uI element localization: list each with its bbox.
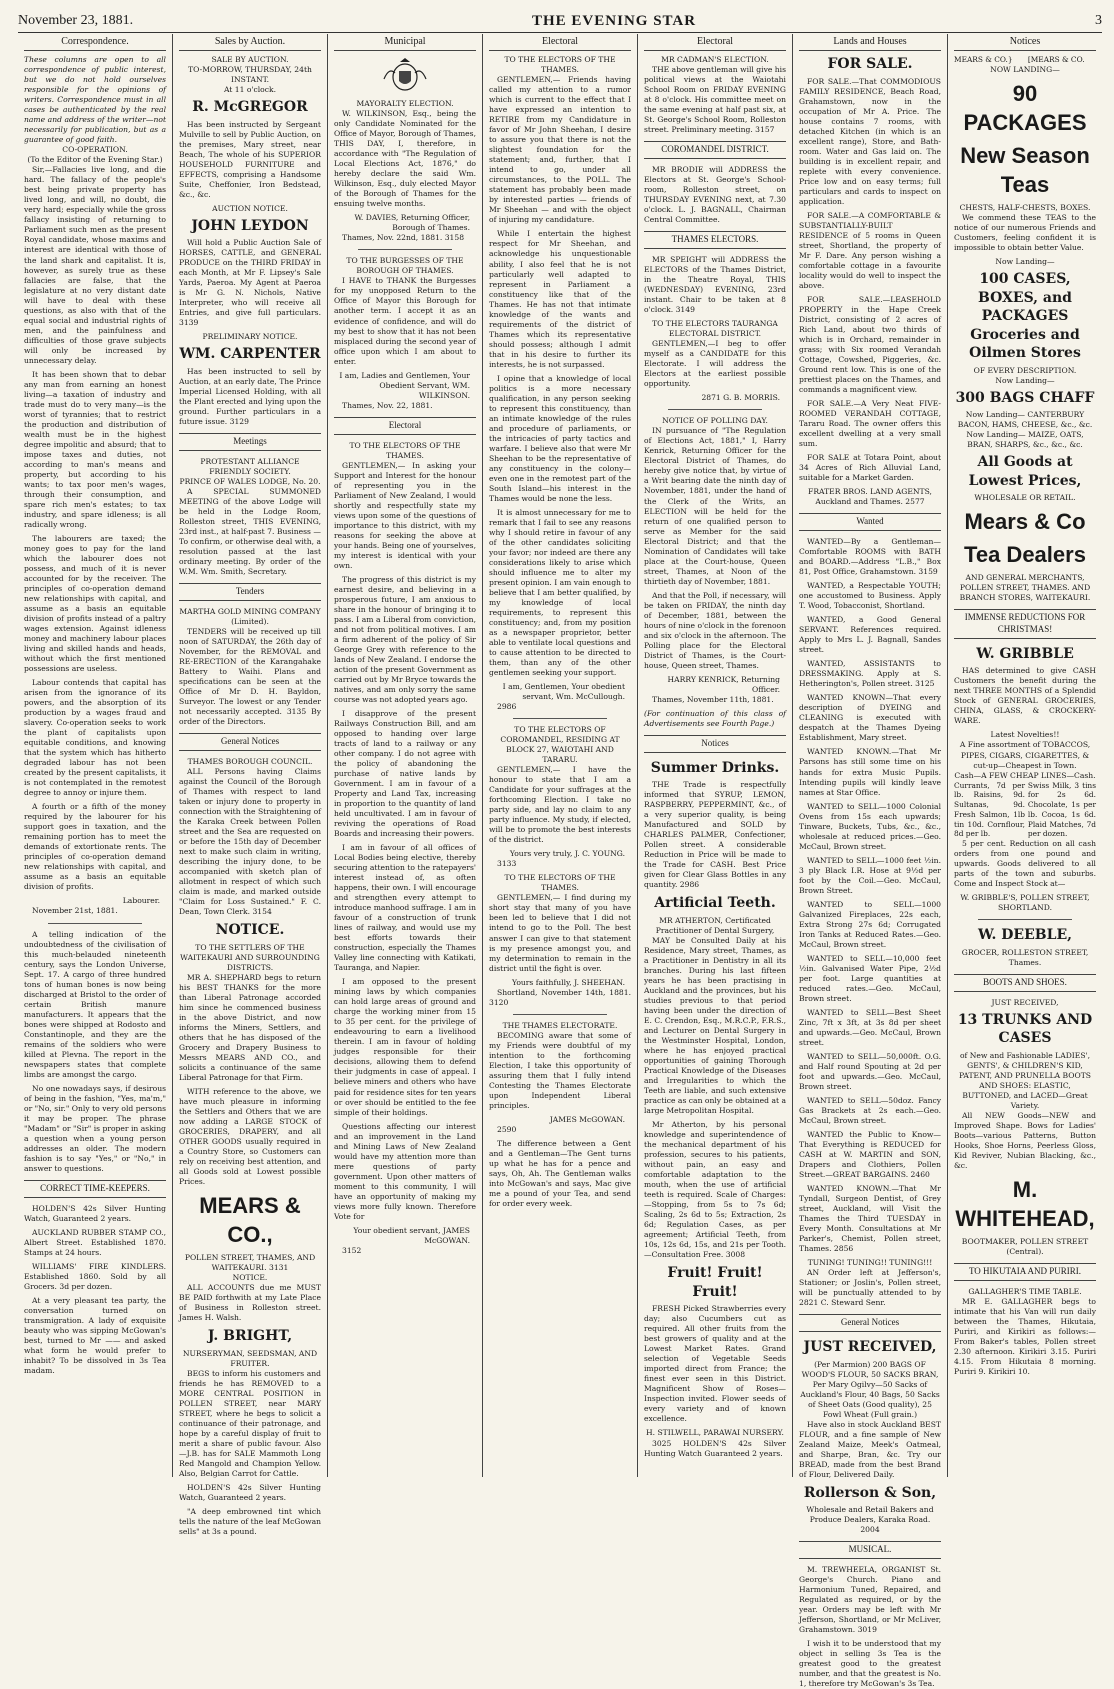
article-paragraph: GENTLEMEN,— I have the honour to state that I am a Candidate for your suffrages at the forthcoming Election. I take no party side, and lay no claim to any party influence. My study, if elected, will be to promote the best interests of the district. — [489, 765, 631, 845]
article-paragraph: 3133 — [497, 859, 517, 869]
notice-heading: THE THAMES ELECTORATE. — [502, 1020, 618, 1030]
article-paragraph: WANTED to SELL—50,000ft. O.G. and Half round Spouting at 2d per foot and upwards.—Geo. McCaul, Brown street. — [799, 1051, 941, 1091]
display-headline: M. WHITEHEAD, — [955, 1176, 1095, 1231]
notice-heading: SALE BY AUCTION. — [211, 55, 289, 65]
divider — [513, 1014, 607, 1015]
column-heading: Correspondence. — [24, 34, 166, 51]
article-paragraph: BECOMING aware that some of my Friends were doubtful of my intention to the forthcoming Election, I take this opportunity of assuring them that I fully intend Contesting the Thames Electorate upon Independent Liberal principles. — [489, 1030, 631, 1110]
article-paragraph: The labourers are taxed; the money goes to pay for the land which the labourer does not possess, and much of it is never accounted for by the receiver. The principles of co-operation demand new relationships with capital, and assume as a basis an equitable division of profits instead of a paltry wages extension. Against idleness money and machinery labour places living and skilled hands and heads, without which the first mentioned possessions are useless. — [24, 533, 166, 674]
article-paragraph: HOLDEN'S 42s Silver Hunting Watch, Guaranteed 2 years. — [24, 1203, 166, 1223]
article-paragraph: WANTED KNOWN—That every description of DYEING and CLEANING is executed with despatch at the Thames Dyeing Establishment, Mary street. — [799, 693, 941, 743]
display-headline: MEARS & CO., — [199, 1193, 301, 1248]
article-paragraph: WANTED—By a Gentleman—Comfortable ROOMS with BATH and BOARD.—Address "L.B.," Box 81, Post Office, Grahamstown. 3159 — [799, 537, 941, 577]
article-paragraph: GENTLEMEN,— Friends having called my attention to a rumor which is current to the effect that I have expressed an intention to RETIRE from my Candidature in favor of Mr John Sheehan, I desire to assure you that there is not the slightest foundation for the statement; and, further, that I intend to go, under all circumstances, to the POLL. The statement has probably been made by interested parties — friends of Mr Sheehan — and with the object of injuring my candidature. — [489, 75, 631, 225]
article-paragraph: Thames, Nov. 22nd, 1881. 3158 — [342, 233, 465, 243]
article-paragraph: 3025 HOLDEN'S 42s Silver Hunting Watch Guaranteed 2 years. — [644, 1438, 786, 1458]
signature-line: Yours very truly, J. C. YOUNG. — [509, 849, 625, 859]
notice-heading: W. GRIBBLE'S, POLLEN STREET, SHORTLAND. — [960, 893, 1090, 913]
article-paragraph: The progress of this district is my earnest desire, and believing in a prosperous future, I am anxious to share in the honour of bringing it to pass. I am a Liberal from conviction, and not from political motives. I am a firm adherent of the policy of Sir George Grey with reference to the lands of New Zealand. I endorse the action of the present Government as carried out by Mr Bryce towards the natives, and am only sorry the same course was not adopted years ago. — [334, 574, 476, 704]
notice-heading: NOW LANDING— — [990, 64, 1060, 74]
article-paragraph: Thames, November 11th, 1881. — [652, 694, 774, 704]
notice-heading: MARTHA GOLD MINING COMPANY (Limited). — [179, 606, 321, 626]
article-paragraph: W. WILKINSON, Esq., being the only Candidate Nominated for the Office of Mayor, Borough of Thames, THIS DAY, I, therefore, in accordance with "The Regulation of Local Elections Act, 1876," do hereby declare the said Wm. Wilkinson, Esq., duly elected Mayor of the Borough of Thames for the ensuing twelve months. — [334, 109, 476, 209]
article-paragraph: WANTED the Public to Know—That Everything is REDUCED for CASH at W. MARTIN and SON, Drapers and Clothiers, Pollen Street.—GREAT BARGAINS. 2460 — [799, 1130, 941, 1180]
article-paragraph: Have also in stock Auckland BEST FLOUR, and a fine sample of New Zealand Maize, Meek's Oatmeal, and Sharpe, Bran, &c. Try our BREAD, made from the best Brand of Flour, Delivered Daily. — [799, 1419, 941, 1479]
notice-heading: TO THE ELECTORS OF COROMANDEL, RESIDING AT BLOCK 27, WAIOTAHI AND TARARU. — [500, 725, 620, 765]
article-paragraph: Labour contends that capital has arisen from the ignorance of its powers, and the absorption of its production by a wages fraud and slavery. Co-operation seeks to work the plant of capitalists upon equitable conditions, and knowing that the system which has hitherto degraded labour has not been created by the present capitalists, it is not contemplated in the remotest degree to annoy or injure them. — [24, 678, 166, 798]
notice-heading: OF EVERY DESCRIPTION. — [973, 365, 1077, 375]
article-paragraph: GENTLEMEN,— In asking your Support and Interest for the honour of representing you in the Parliament of New Zealand, I would shortly and respectfully state my views upon some of the questions of importance to this district, with my reasons for seeking the above at your hands. Being one of yourselves, my interest is identical with your own. — [334, 460, 476, 570]
table-cell-right: Swiss Milk, 3 tins for 2s 6d. Chocolate, 1s per lb. Cocoa, 1s 6d. Plaid Matches, 7d per dozen. — [1027, 780, 1096, 839]
notice-heading: TO-MORROW, THURSDAY, 24th INSTANT. — [188, 65, 312, 85]
signature-line: 2871 G. B. MORRIS. — [701, 393, 780, 403]
article-paragraph: WANTED to SELL—50doz. Fancy Gas Brackets at 2s each.—Geo. McCaul, Brown street. — [799, 1095, 941, 1125]
article-paragraph: All NEW Goods—NEW and Improved Shape. Bows for Ladies' Boots—various Patterns, Button Hooks, Shoe Horns, Peerless Gloss, Kid Reviver, Nubian Blacking, &c., &c. — [954, 1110, 1096, 1170]
article-paragraph: We commend these TEAS to the notice of our numerous Friends and Customers, feeling confident it is impossible to obtain better Value. — [954, 213, 1096, 253]
divider — [513, 718, 607, 719]
advert-title: W. GRIBBLE — [976, 645, 1074, 662]
article-paragraph: ALL Persons having Claims against the Council of the Borough of Thames with respect to land taken or injury done to property in connection with the Straightening of the Karaka Creek between Pollen street and the Sea are requested on or before the 15th day of December next to make such claim in writing, describing the injury done, to be accompanied with sketch plan of allotment in respect of which such claim is made, and marked outside "Claim for Loss Sustained." F. C. Dean, Town Clerk. 3154 — [179, 767, 321, 917]
notice-heading: H. STILWELL, PARAWAI NURSERY. — [646, 1428, 784, 1438]
article-paragraph: 2590 — [497, 1124, 517, 1134]
article-paragraph: 2986 — [497, 702, 517, 712]
signature-line: W. DAVIES, Returning Officer, Borough of Thames. — [354, 213, 470, 233]
display-headline: Tea Dealers — [964, 542, 1086, 568]
article-paragraph: TENDERS will be received up till noon of SATURDAY, the 26th day of November, for the REMOVAL and RE-ERECTION of the Karangahake Battery to Waihi. Plans and specifications can be seen at the Office of Mr D. H. Bayldon, Surveyor. The lowest or any Tender not necessarily accepted. 3135 By order of the Directors. — [179, 627, 321, 727]
column-heading: Municipal — [334, 34, 476, 51]
section-heading: BOOTS AND SHOES. — [954, 974, 1096, 992]
notice-heading: AND GENERAL MERCHANTS, POLLEN STREET, THAMES. AND BRANCH STORES, WAITEKAURI. — [959, 573, 1091, 603]
column-7 — [948, 34, 1102, 1477]
advert-title: R. McGREGOR — [192, 99, 308, 116]
advert-title: W. DEEBLE, — [978, 927, 1072, 944]
price-table-row — [954, 55, 1096, 65]
table-cell-left: MEARS & CO.} — [954, 55, 1013, 65]
notice-heading: BOOTMAKER, POLLEN STREET (Central). — [961, 1236, 1089, 1256]
column-2 — [173, 34, 328, 1537]
article-paragraph: WANTED to SELL—10,000 feet ½in. Galvanised Water Pipe, 2½d per foot. Large quantities at reduced rates.—Geo. McCaul, Brown street. — [799, 953, 941, 1003]
notice-heading: TO THE SETTLERS OF THE WAITEKAURI AND SURROUNDING DISTRICTS. — [180, 942, 320, 972]
price-table-row — [954, 781, 1096, 840]
notice-heading: TO THE ELECTORS OF THE THAMES. — [504, 55, 616, 75]
article-paragraph: A fourth or a fifth of the money required by the labourer for his support goes in taxation, and the remaining portion has to meet the demands of extortionate rents. The principles of co-operation demand new relationships with capital, and assume as a basis an equitable division of profits. — [24, 802, 166, 892]
signature-line: I am, Ladies and Gentlemen, Your Obedient Servant, WM. WILKINSON. — [339, 370, 470, 400]
article-paragraph: THE Trade is respectfully informed that SYRUP, LEMON, RASPBERRY, PEPPERMINT, &c., of a very superior quality, is being Manufactured and SOLD by CHARLES PALMER, Confectioner, Pollen street. A considerable Reduction in Price will be made to the Trade for CASH. Best Price given for Clear Glass Bottles in any quantity. 2986 — [644, 780, 786, 890]
notice-heading: (To the Editor of the Evening Star.) — [27, 155, 163, 165]
article-paragraph: MR BRODIE will ADDRESS the Electors at St. George's School-room, Rolleston street, on THURSDAY EVENING next, at 7.30 o'clock. L. J. BAGNALL, Chairman Central Committee. — [644, 165, 786, 225]
display-headline: Mears & Co — [964, 509, 1086, 535]
notice-heading: At 11 o'clock. — [223, 85, 277, 95]
notice-heading: Cash—A FEW CHEAP LINES—Cash. — [954, 770, 1096, 780]
notice-heading: Now Landing— — [995, 257, 1055, 267]
advert-title: 100 CASES, BOXES, and PACKAGES Groceries and Oilmen Stores — [969, 271, 1081, 362]
section-heading: CORRECT TIME-KEEPERS. — [24, 1180, 166, 1198]
signature-line: Labourer. — [122, 896, 160, 906]
notice-heading: Now Landing— MAIZE, OATS, BRAN, SHARPS, &c., &c., &c. — [966, 430, 1084, 450]
article-paragraph: I HAVE to THANK the Burgesses for my unopposed Return to the Office of Mayor this Borough for another term. I accept it as an evidence of confidence, and will do my best to show that it has not been misplaced during the second year of office upon which I am about to enter. — [334, 276, 476, 366]
display-headline: 90 PACKAGES — [963, 80, 1087, 135]
article-paragraph: It is almost unnecessary for me to remark that I fail to see any reasons why I should retire in favour of any of the other candidates soliciting your favor; nor indeed are there any considerations likely to arise which should influence me to alter my present opinion. I am vain enough to believe that I am better qualified, by my knowledge of local requirements, to represent this constituency; and, from my position as a newspaper proprietor, better able to ventilate local questions and to cause attention to be directed to them, than any of the other gentlemen seeking your support. — [489, 507, 631, 678]
article-paragraph: MAY be Consulted Daily at his Residence, Mary street, Thames, as a Practitioner in Dentistry in all its branches. During his last fifteen years he has been practising in Auckland and the provinces, but his studies previous to that period having been under the direction of E. C. Crendon, Esq., M.R.C.P., F.R.S., and Lecturer on Dental Surgery in the Westminster Hospital, London, where he has enjoyed practical opportunities of gaining Thorough Practical Knowledge of the Diseases and Irregularities to which the Teeth are liable, and such extensive practice as can only be obtained at a large Metropolitan Hospital. — [644, 935, 786, 1116]
article-paragraph: WANTED, a Good General SERVANT. References required. Apply to Mrs L. J. Bagnall, Sandes street. — [799, 615, 941, 655]
notice-heading: of New and Fashionable LADIES', GENTS', & CHILDREN'S KID, PATENT, AND PRUNELLA BOOTS AND SHOES: ELASTIC, BUTTONED, and LACED—Great Variety. — [959, 1050, 1091, 1110]
notice-heading: PROTESTANT ALLIANCE FRIENDLY SOCIETY. — [200, 456, 300, 476]
article-paragraph: HOLDEN'S 42s Silver Hunting Watch, Guaranteed 2 years. — [179, 1482, 321, 1502]
article-paragraph: Shortland, November 14th, 1881. 3120 — [489, 987, 631, 1007]
notice-heading: JUST RECEIVED, — [991, 997, 1059, 1007]
section-heading: Tenders — [179, 583, 321, 601]
article-paragraph: WANTED KNOWN.—That Mr Tyndall, Surgeon Dentist, of Grey street, Auckland, will Visit the Thames the Third TUESDAY in Every Month. Consultations at Mr Parker's, Chemist, Pollen street, Thames. 2856 — [799, 1184, 941, 1254]
divider — [48, 923, 142, 924]
section-heading: Wanted — [799, 513, 941, 531]
column-heading: Electoral — [489, 34, 631, 51]
article-paragraph: MR SPEIGHT will ADDRESS the ELECTORS of the Thames District, in the Theatre Royal, THIS (WEDNESDAY) EVENING, 23rd instant. Chair to be taken at 8 o'clock. 3149 — [644, 255, 786, 315]
coat-of-arms-icon — [380, 57, 430, 93]
article-paragraph: I am in favour of all offices of Local Bodies being elective, thereby securing attention to the ratepayers' interest instead of, as often happens, their own. I will encourage and strengthen every attempt to introduce manhood suffrage. I am in favour of a construction of trunk lines of railway, and would use my best efforts towards their construction, especially the Thames Valley line connecting with Katikati, Tauranga, and Napier. — [334, 843, 476, 973]
article-paragraph: WANTED to SELL—1000 feet ½in. 3 ply Black I.R. Hose at 9½d per foot by the Coil.—Geo. McCaul, Brown Street. — [799, 855, 941, 895]
article-paragraph: Will hold a Public Auction Sale of HORSES, CATTLE, and GENERAL PRODUCE on the THIRD FRIDAY in each Month, at Mr F. Lipsey's Sale Yards, Paeroa. My Agent at Paeroa is Mr G. N. Nichols, Native Interpreter, who will receive all Entries, and give full particulars. 3139 — [179, 238, 321, 328]
article-paragraph: Sir,—Fallacies live long, and die hard. The fallacy of the people's best being private property has lived long, and will, no doubt, die very hard; especially while the gross fallacy insisting of returning to Parliament such men as the present Royal candidate, whose maxims and interest are identical with those of the land shark and capitalist. It is, however, as surely true as these fallacies are false, that the legislature at no very distant date will have to deal with these questions, as also with that of the equal social and industrial rights of men, and the painfulness and difficulties of those grave subjects will only be increased by unnecessary delay. — [24, 165, 166, 365]
divider — [358, 249, 452, 250]
notice-heading: Now Landing— CANTERBURY BACON, HAMS, CHEESE, &c., &c. — [957, 410, 1093, 430]
newspaper-title: THE EVENING STAR — [532, 12, 697, 29]
notice-heading: TO THE BURGESSES OF THE BOROUGH OF THAMES. — [346, 256, 464, 276]
issue-date: November 23, 1881. — [18, 13, 134, 28]
notice-heading: MAYORALTY ELECTION. — [356, 99, 454, 109]
section-heading: MUSICAL. — [799, 1541, 941, 1559]
page-number: 3 — [1095, 13, 1102, 28]
article-paragraph: At a very pleasant tea party, the conversation turned on transmigration. A lady of exquisite beauty who was sipping McGowan's best, turned to Mr —— and asked what form he would prefer to inhabit? To be dissolved in 3s Tea madam. — [24, 1295, 166, 1375]
display-headline: New Season Teas — [960, 143, 1090, 198]
section-heading: IMMENSE REDUCTIONS FOR CHRISTMAS! — [954, 609, 1096, 639]
advert-title: NOTICE. — [215, 922, 285, 939]
article-paragraph: AN Order left at Jefferson's, Stationer; or Joslin's, Pollen street, will be punctually attended to by 2821 C. Steward Senr. — [799, 1268, 941, 1308]
section-heading: TO HIKUTAIA AND PURIRI. — [954, 1263, 1096, 1281]
article-paragraph: WANTED, a Respectable YOUTH; one accustomed to Business. Apply T. Wood, Tobacconist, Shortland. — [799, 581, 941, 611]
article-paragraph: FOR SALE at Totara Point, about 34 Acres of Rich Alluvial Land, suitable for a Market Garden. — [799, 453, 941, 483]
advert-title: Summer Drinks. — [650, 759, 780, 776]
section-heading: General Notices — [179, 733, 321, 751]
article-paragraph: While I entertain the highest respect for Mr Sheehan, and acknowledge his unquestionable ability, I also feel that he is not particularly well adapted to represent in Parliament a constituency like that of the Thames. He has not that intimate knowledge of the wants and requirements of the district of Thames which its representative should possess; although I admit that in his desire to further its interests, he is not surpassed. — [489, 229, 631, 369]
section-heading: Notices — [644, 735, 786, 753]
article-paragraph: A telling indication of the undoubtedness of the civilisation of this much-belauded nineteenth century, says the London Universe, Sept. 17. A cargo of three hundred tons of human bones is now being discharged at Bristol to the order of certain British manure manufacturers. It appears that the bones were shipped at Rodosto and Constantinople, and they are the remains of the soldiers who were killed at Plevna. The report in the newspapers states that complete limbs are amongst the cargo. — [24, 929, 166, 1079]
notice-heading: NOTICE OF POLLING DAY. — [662, 416, 768, 426]
article-paragraph: No one nowadays says, if desirous of being in the fashion, "Yes, ma'm," or "No, sir." Only to very old persons it may be proper. The phrase "Madam" or "Sir" is proper in asking a question when a young person addresses an older. The modern fashion is to say "Yes," or "No," in answer to questions. — [24, 1083, 166, 1173]
article-paragraph: HAS determined to give CASH Customers the benefit during the next THREE MONTHS of a Splendid Stock of GENERAL GROCERIES, CHINA, GLASS, & CROCKERY-WARE. — [954, 666, 1096, 726]
signature-line: HARRY KENRICK, Returning Officer. — [667, 674, 780, 694]
column-1 — [18, 34, 173, 1477]
notice-heading: TO THE ELECTORS OF THE THAMES. — [504, 873, 616, 893]
article-paragraph: GENTLEMEN,— I find during my short stay that many of you have been led to believe that I did not intend to go to the Poll. The best answer I can give to that statement is my presence amongst you, and my determination to remain in the district until the fight is over. — [489, 893, 631, 973]
article-paragraph: BEGS to inform his customers and friends he has REMOVED to a MORE CENTRAL POSITION in POLLEN STREET, near MARY STREET, where he begs to solicit a continuance of their patronage, and hope by a careful display of fruit to merit a share of public favour. Also—J.B. has for SALE Mammoth Long Red Mangold and Champion Yellow. Also, Belgian Carrot for Cattle. — [179, 1368, 321, 1478]
article-paragraph: November 21st, 1881. — [32, 906, 118, 916]
article-paragraph: I disapprove of the present Railways Construction Bill, and am opposed to handing over large tracts of land to a railway or any other company. I do not agree with the policy of abandoning the purchase of native lands by Government. I am in favour of a Property and Land Tax, increasing in proportion to the quantity of land held uncultivated. I am in favour of reviving the operations of Road Boards and increasing their powers. — [334, 708, 476, 839]
article-paragraph: A SPECIAL SUMMONED MEETING of the above Lodge will be held in the Lodge Room, Rolleston street, THIS EVENING, 23rd inst., at half-past 7. Business — To confirm, or otherwise deal with, a resolution passed at the last ordinary meeting. By order of the W.M. Wm. Smith, Secretary. — [179, 486, 321, 577]
article-paragraph: WANTED, ASSISTANTS to DRESSMAKING. Apply at S. Hetherington's, Pollen street. 3125 — [799, 659, 941, 689]
column-5 — [638, 34, 793, 1477]
article-paragraph: M. TREWHEELA, ORGANIST St. George's Church. Piano and Harmonium Tuned, Repaired, and Regulated as required, or by the year. Orders may be left with Mr Jefferson, Shortland, or Mr McLiver, Grahamstown. 3019 — [799, 1565, 941, 1635]
column-4 — [483, 34, 638, 1477]
advert-title: J. BRIGHT, — [207, 1328, 293, 1345]
column-heading: Notices — [954, 34, 1096, 51]
section-heading: General Notices — [799, 1314, 941, 1332]
article-paragraph: Mr Atherton, by his personal knowledge and superintendence of the mechanical department of his profession, secures to his patients, without pain, an easy and comfortable adaptation to the mouth, when the use of artificial teeth is required. Scale of Charges:—Stopping, from 5s to 7s 6d; Scaling, 2s 6d to 5s; Extraction, 2s 6d; Regulation Cases, as per agreement; Artificial Teeth, from 10s, 12s 6d, 15s, and 21s per Tooth.—Consultation Free. 3008 — [644, 1120, 786, 1260]
signature-line: Your obedient servant, JAMES McGOWAN. — [353, 1225, 470, 1245]
article-paragraph: Thames, Nov. 22, 1881. — [342, 400, 433, 410]
article-paragraph: The difference between a Gent and a Gentleman—The Gent turns up what he has for a pence and says, Oh, Ah. The Gentleman walks into McGowan's and says, Mac give me a pound of your Tea, and send for order every week. — [489, 1138, 631, 1208]
advert-title: Fruit! Fruit! Fruit! — [667, 1265, 763, 1300]
article-paragraph: FOR SALE.—A Very Neat FIVE-ROOMED VERANDAH COTTAGE, Tararu Road. The owner offers this excellent dwelling at a very small sum. — [799, 399, 941, 449]
notice-heading: Now Landing— — [995, 375, 1055, 385]
advert-title: Artificial Teeth. — [654, 895, 776, 912]
notice-heading: TUNING! TUNING!! TUNING!!! — [807, 1258, 933, 1268]
notice-heading: AUCTION NOTICE. — [212, 203, 288, 213]
italic-note: (For continuation of this class of Advertisements see Fourth Page.) — [644, 708, 786, 728]
advert-title: WM. CARPENTER — [179, 346, 321, 363]
notice-heading: NURSERYMAN, SEEDSMAN, AND FRUITER. — [182, 1348, 318, 1368]
table-cell-right: [MEARS & CO. — [1027, 55, 1085, 65]
notice-heading: CHESTS, HALF-CHESTS, BOXES. — [959, 203, 1091, 213]
advert-title: Rollerson & Son, — [803, 1484, 937, 1501]
notice-heading: MR CADMAN'S ELECTION. — [661, 55, 769, 65]
notice-heading: TO THE ELECTORS TAURANGA ELECTORAL DISTRICT. — [652, 319, 778, 339]
article-paragraph: I am opposed to the present mining laws by which companies can hold large areas of ground and charge the working miner from 15 to 35 per cent. for the privilege of endeavouring to earn a livelihood therein. I am in favour of holding judges responsible for their decisions, allowing them to defend their judgments in case of appeal. I believe miners and others who have paid for residence sites for ten years or over should be entitled to the fee simple of their holdings. — [334, 977, 476, 1117]
article-paragraph: MR E. GALLAGHER begs to intimate that his Van will run daily between the Thames, Hikutaia, Puriri, and Kirikiri as follows:— From Baker's tables, Pollen street 2.30 afternoon. Kirikiri 3.15. Puriri 4.15. From Hikutaia 8 morning. Puriri 9. Kirikiri 10. — [954, 1296, 1096, 1376]
notice-heading: TO THE ELECTORS OF THE THAMES. — [349, 440, 461, 460]
article-paragraph: "A deep embrowned tint which tells the nature of the leaf McGowan sells" at 3s a pound. — [179, 1507, 321, 1537]
advert-title: 300 BAGS CHAFF — [955, 389, 1095, 406]
advert-title: JUST RECEIVED, — [803, 1339, 937, 1356]
notice-heading: MR ATHERTON, Certificated Practitioner of Dental Surgery, — [655, 915, 775, 935]
column-3 — [328, 34, 483, 1477]
article-paragraph: THE above gentleman will give his political views at the Waiotahi School Room on FRIDAY EVENING at 8 o'clock. His committee meet on the same evening at half past six, at St. George's School Room, Rolleston street. Preliminary meeting. 3157 — [644, 65, 786, 135]
section-heading: Meetings — [179, 433, 321, 451]
article-paragraph: IN pursuance of "The Regulation of Elections Act, 1881," I, Harry Kenrick, Returning Officer for the Electoral District of Thames, do hereby give notice that, by virtue of a Writ bearing date the ninth day of November, 1881, under the hand of the Clerk of the Writs, an ELECTION will be held for the return of one qualified person to serve as Member for the said Electoral District; and that the Nomination of Candidates will take place at the Court-house, Queen street, Thames, at Noon of the thirtieth day of November, 1881. — [644, 426, 786, 586]
article-paragraph: FRESH Picked Strawberries every day; also Cucumbers cut as required. All other fruits from the best growers of quality and at the Lowest Market Rates. Grand selection of Vegetable Seeds imported direct from France; the finest ever seen in this District. Magnificent Show of Roses—Inspection invited. Flower seeds of every variety and of known excellence. — [644, 1304, 786, 1424]
notice-heading: (Per Marmion) 200 BAGS OF WOOD'S FLOUR, 50 SACKS BRAN, Per Mary Ogilvy—50 Sacks of Auckland's Flour, 40 Bags, 50 Sacks of Sheet Oats (Good quality), 25 Fowl Wheat (Full grain.) — [800, 1359, 940, 1419]
advert-title: JOHN LEYDON — [191, 217, 309, 234]
article-paragraph: And that the Poll, if necessary, will be taken on FRIDAY, the ninth day of December, 1881, between the hours of nine o'clock in the forenoon and six o'clock in the afternoon. The Polling place for the Electoral District of Thames, is the Court-house, Queen street, Thames. — [644, 590, 786, 670]
column-heading: Electoral — [644, 34, 786, 51]
notice-heading: PRINCE OF WALES LODGE, No. 20. — [179, 476, 321, 486]
advert-title: All Goods at Lowest Prices, — [968, 454, 1082, 489]
article-paragraph: FOR SALE.—A COMFORTABLE & SUBSTANTIALLY-BUILT RESIDENCE of 5 rooms in Queen street, Shortland, the property of Mr F. Dare. Any person wishing a comfortable cottage in a favourite locality would do well to inspect the above. — [799, 210, 941, 290]
notice-heading: THAMES BOROUGH COUNCIL. — [187, 757, 313, 767]
article-paragraph: MR A. SHEPHARD begs to return his BEST THANKS for the more than Liberal Patronage accorded him since he commenced business in the above District, and now informs the Miners, Settlers, and others that he has disposed of the Grocery and Drapery Business to Messrs MEARS AND CO., and solicits a continuance of the same Liberal Patronage for that Firm. — [179, 972, 321, 1082]
article-paragraph: 5 per cent. Reduction on all cash orders from one pound and upwards. Goods delivered to all parts of the town and suburbs. Come and Inspect Stock at— — [954, 839, 1096, 889]
article-paragraph: FOR SALE.—LEASEHOLD PROPERTY in the Hape Creek District, consisting of 2 acres of Rich Land, about two thirds of which is in Orchard, remainder in grass; with Six roomed Verandah Cottage, Cowshed, Piggeries, &c. Ground rent low. This is one of the prettiest places on the Thames, and commands a magnificent view. — [799, 294, 941, 395]
table-cell-left: Currants, 7d per lb. Raisins, 9d. Sultanas, 9d. Fresh Salmon, 1lb tin 10d. Cornflour, 8d per lb. — [954, 780, 1025, 839]
article-paragraph: WILLIAMS' FIRE KINDLERS. Established 1860. Sold by all Grocers. 3d per dozen. — [24, 1261, 166, 1291]
article-paragraph: FOR SALE.—That COMMODIOUS FAMILY RESIDENCE, Beach Road, Grahamstown, now in the occupation of Mr A. Price. The house contains 7 rooms, with detached Kitchen (in which is an excellent range), Store, and Bath-room. Water and Gas laid on. The building is in excellent repair, and replete with every convenience. Price low and on easy terms; full particulars and cards to inspect on application. — [799, 76, 941, 206]
article-paragraph: 3152 — [342, 1245, 362, 1255]
notice-heading: CO-OPERATION. — [62, 145, 128, 155]
signature-line: JAMES McGOWAN. — [549, 1114, 625, 1124]
article-paragraph: WANTED KNOWN.—That Mr Parsons has still some time on his hands for extra Music Pupils. Intending pupils will kindly leave names at Star Office. — [799, 747, 941, 797]
notice-heading: Wholesale and Retail Bakers and Produce Dealers, Karaka Road. 2004 — [806, 1505, 934, 1535]
notice-heading: GALLAGHER'S TIME TABLE. — [968, 1286, 1082, 1296]
divider — [978, 919, 1072, 920]
italic-note: These columns are open to all correspondence of public interest, but we do not hold ourselves responsible for the opinions of writers. Correspondence must in all cases be authenticated by the real name and address of the writer—not necessarily for publication, but as a guarantee of good faith. — [24, 55, 166, 145]
article-paragraph: ALL ACCOUNTS due me MUST BE PAID forthwith at my Late Place of Business in Rolleston street. James H. Walsh. — [179, 1283, 321, 1323]
article-paragraph: Has been instructed by Sergeant Mulville to sell by Public Auction, on the premises, Mary street, near Beach, The whole of his SUPERIOR HOUSEHOLD FURNITURE and EFFECTS, comprising a Handsome Suite, Cheffonier, Iron Bedstead, &c., &c. — [179, 119, 321, 199]
signature-line: I am, Gentlemen, Your obedient servant, Wm. McCullough. — [502, 682, 625, 702]
article-paragraph: WANTED to SELL—1000 Galvanized Fireplaces, 22s each, Extra Strong 27s 6d; Corrugated Iron Tanks at Reduced Rates.—Geo. McCaul, Brown street. — [799, 899, 941, 949]
section-heading: Electoral — [334, 417, 476, 435]
notice-heading: GROCER, ROLLESTON STREET, Thames. — [961, 947, 1089, 967]
masthead — [18, 10, 1102, 33]
article-paragraph: WITH reference to the above, we have much pleasure in informing the Settlers and Others that we are now adding a LARGE STOCK of GROCERIES, DRAPERY, and all OTHER GOODS usually required in a Country Store, so Customers can rely on receiving best attention, and all Goods sold at Lowest possible Prices. — [179, 1086, 321, 1187]
column-heading: Lands and Houses — [799, 34, 941, 51]
article-paragraph: AUCKLAND RUBBER STAMP CO., Albert Street. Established 1870. Stamps at 24 hours. — [24, 1227, 166, 1257]
article-paragraph: I wish it to be understood that my object in selling 3s Tea is the greatest good to the greatest number, and that the greatest is No. 1, therefore try McGowan's 3s Tea. — [799, 1639, 941, 1689]
article-paragraph: WANTED to SELL—Best Sheet Zinc, 7ft x 3ft, at 3s 8d per sheet and upwards.—Geo. McCaul, Brown street. — [799, 1007, 941, 1047]
column-heading: Sales by Auction. — [179, 34, 321, 51]
article-paragraph: GENTLEMEN,—I beg to offer myself as a CANDIDATE for this Electorate. I will address the Electors at the earliest possible opportunity. — [644, 339, 786, 389]
notice-heading: POLLEN STREET, THAMES, AND WAITEKAURI. 3131 — [184, 1253, 316, 1273]
article-paragraph: WANTED to SELL—1000 Colonial Ovens from 15s each upwards; Tinware, Buckets, Tubs, &c., &c., wholesale at reduced prices.—Geo. McCaul, Brown street. — [799, 801, 941, 851]
section-heading: COROMANDEL DISTRICT. — [644, 141, 786, 159]
advert-title: FOR SALE. — [827, 56, 913, 73]
signature-line: Yours faithfully, J. SHEEHAN. — [511, 977, 625, 987]
notice-heading: Latest Novelties!! — [990, 730, 1060, 740]
article-paragraph: It has been shown that to debar any man from earning an honest living—a taxation of industry and trade must do to very many—is the worst of tyrannies; that to restrict the production and distribution of wealth must be in the highest degree impolitic and absurd; that to impose taxes and duties, not according to man's means and property, but according to his wants; to tax poor men's wages, through their consumption, and spare rich men's estates; to tax industry, and spare idleness; is all radically wrong. — [24, 369, 166, 529]
article-paragraph: I opine that a knowledge of local politics is a more necessary qualification, in any person seeking to represent this constituency, than an intimate knowledge of the rules and procedure of parliaments, or the intricacies of party tactics and warfare. I believe also that were Mr Sheehan to be the representative of any constituency in the colony—even one in the remotest part of the South Island—his interest in the Thames would be none the less. — [489, 373, 631, 503]
section-heading: THAMES ELECTORS. — [644, 231, 786, 249]
advert-title: 13 TRUNKS AND CASES — [957, 1011, 1093, 1047]
notice-heading: A Fine assortment of TOBACCOS, PIPES, CIGARS, CIGARETTES, & cut-up—Cheapest in Town. — [959, 740, 1091, 770]
article-paragraph: Has been instructed to sell by Auction, at an early date, The Prince Imperial Licensed Holding, with all the Plant erected and lying upon the ground. Further particulars in a future issue. 3129 — [179, 366, 321, 427]
notice-heading: NOTICE. — [232, 1273, 268, 1283]
notice-heading: FRATER BROS. LAND AGENTS, Auckland and Thames. 2577 — [808, 487, 932, 507]
notice-heading: PRELIMINARY NOTICE. — [202, 332, 298, 342]
notice-heading: WHOLESALE OR RETAIL. — [974, 493, 1076, 503]
column-6 — [793, 34, 948, 1689]
divider — [668, 409, 762, 410]
columns — [18, 34, 1102, 1689]
article-paragraph: Questions affecting our interest and an improvement in the Land and Mining Laws of New Zealand would have my attention more than mere questions of party government. Upon other matters of moment to this community, I will have an opportunity of making my views more fully known. Therefore Vote for — [334, 1121, 476, 1221]
